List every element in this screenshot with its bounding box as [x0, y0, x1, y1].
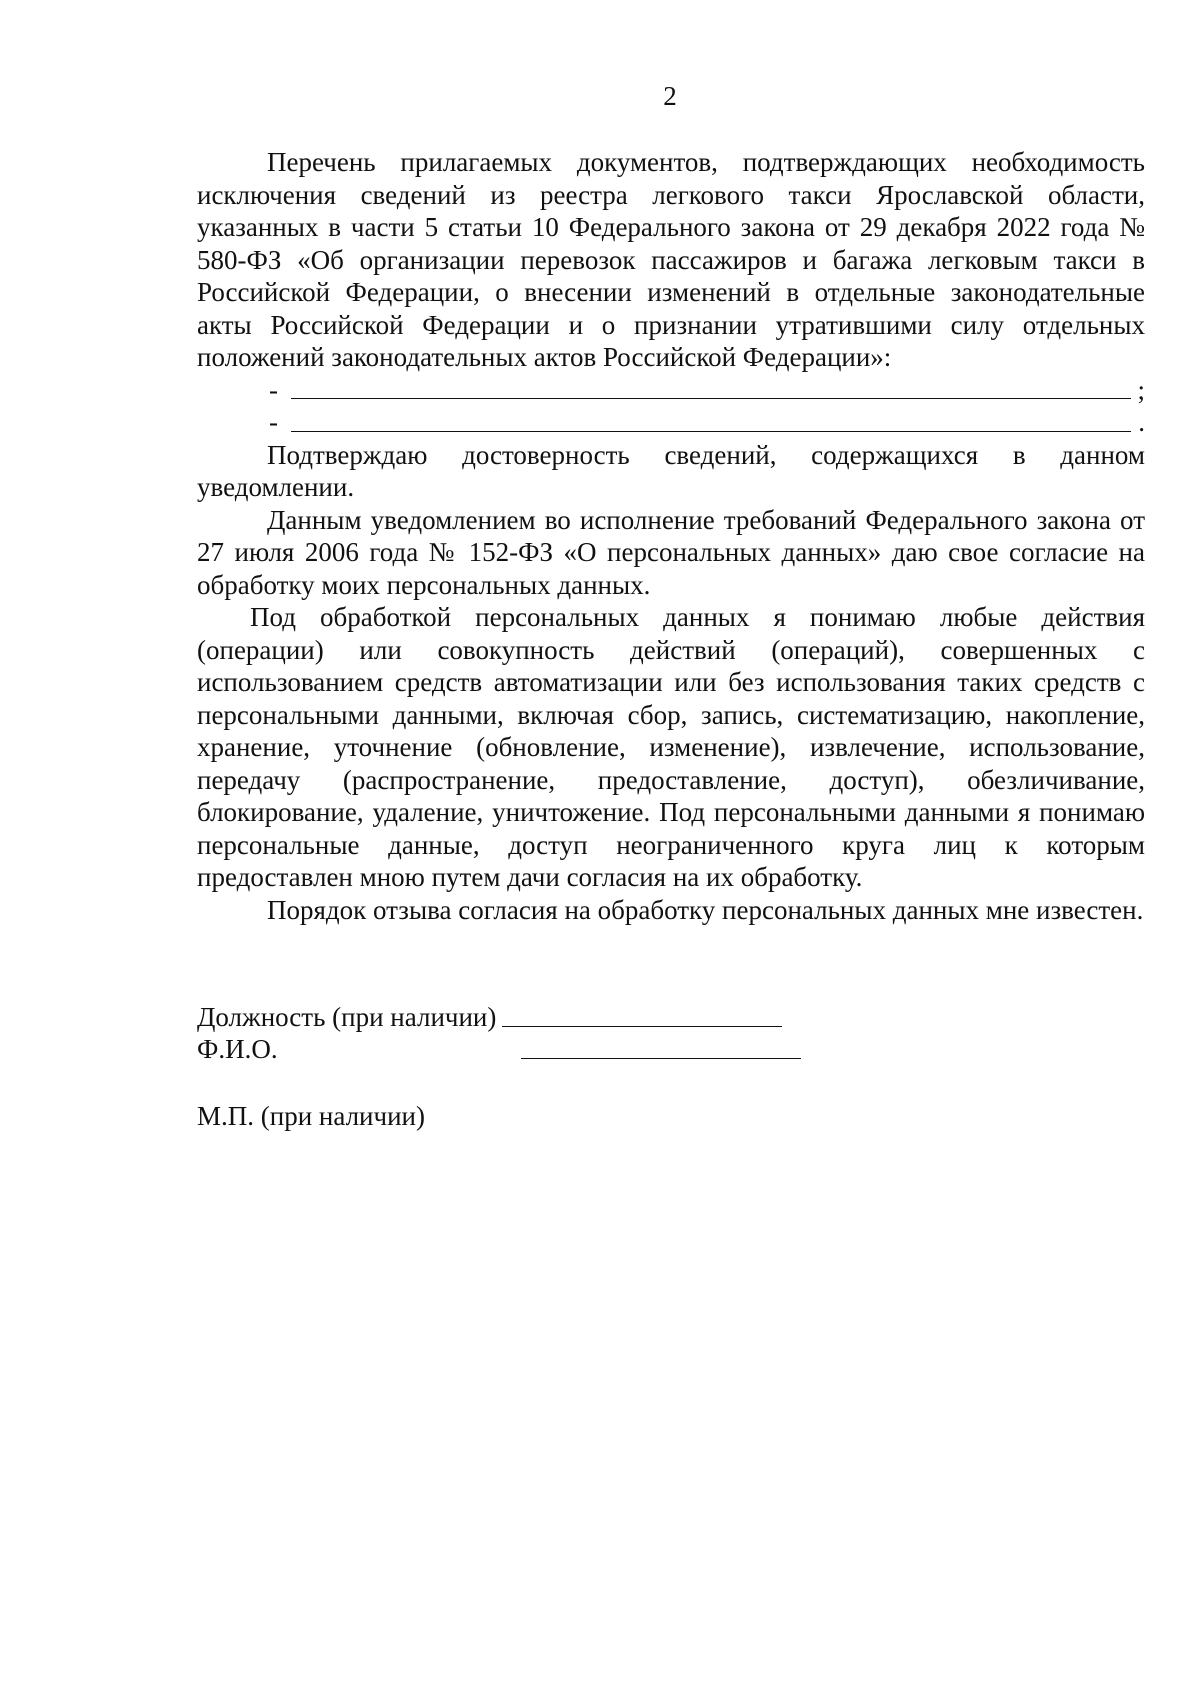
documents-list-intro: Перечень прилагаемых документов, подтверждающих необходимость исключения сведений из реестра легкового такси Ярославской области, указанных в части 5 статьи 10 Федерального закона от 29 декабря 2022 года № 580-ФЗ «Об организации перевозок пассажиров и багажа легковым такси в Российской Федерации, о внесении изменений в отдельные законодательные акты Российской Федерации и о признании утратившими силу отдельных положений законодательных актов Российской Федерации»: [197, 147, 1145, 372]
fio-blank-line [521, 1057, 801, 1059]
fio-label: Ф.И.О. [197, 1034, 278, 1064]
confirmation-paragraph: Подтверждаю достоверность сведений, содержащихся в данном уведомлении. [197, 439, 1145, 502]
list-dash: - [269, 374, 278, 405]
signature-block [197, 1001, 897, 1065]
document-list-item [197, 374, 1145, 407]
list-item-end: ; [1137, 374, 1145, 405]
revocation-paragraph: Порядок отзыва согласия на обработку персональных данных мне известен. [267, 894, 1144, 925]
position-row [197, 1001, 897, 1033]
list-dash: - [269, 407, 278, 437]
fio-row [197, 1033, 897, 1065]
processing-definition-paragraph: Под обработкой персональных данных я понимаю любые действия (операции) или совокупность действий (операций), совершенных с использованием средств автоматизации или без использования таких средств с персональными данными, включая сбор, запись, систематизацию, накопление, хранение, уточнение (обновление, изменение), извлечение, использование, передачу (распространение, предоставление, доступ), обезличивание, блокирование, удаление, уничтожение. Под персональными данными я понимаю персональные данные, доступ неограниченного круга лиц к которым предоставлен мною путем дачи согласия на их обработку. [197, 602, 1145, 892]
document-body [197, 146, 1145, 926]
document-list-item [197, 406, 1145, 439]
consent-paragraph: Данным уведомлением во исполнение требований Федерального закона от 27 июля 2006 года № 152-ФЗ «О персональных данных» даю свое согласие на обработку моих персональных данных. [197, 504, 1145, 600]
seal-label: М.П. (при наличии) [197, 1101, 425, 1131]
page-number: 2 [663, 81, 677, 111]
position-label: Должность (при наличии) [197, 1002, 497, 1032]
blank-fill-line [291, 430, 1131, 432]
blank-fill-line [291, 397, 1131, 399]
position-blank-line [502, 1025, 782, 1027]
list-item-end: . [1138, 407, 1145, 437]
